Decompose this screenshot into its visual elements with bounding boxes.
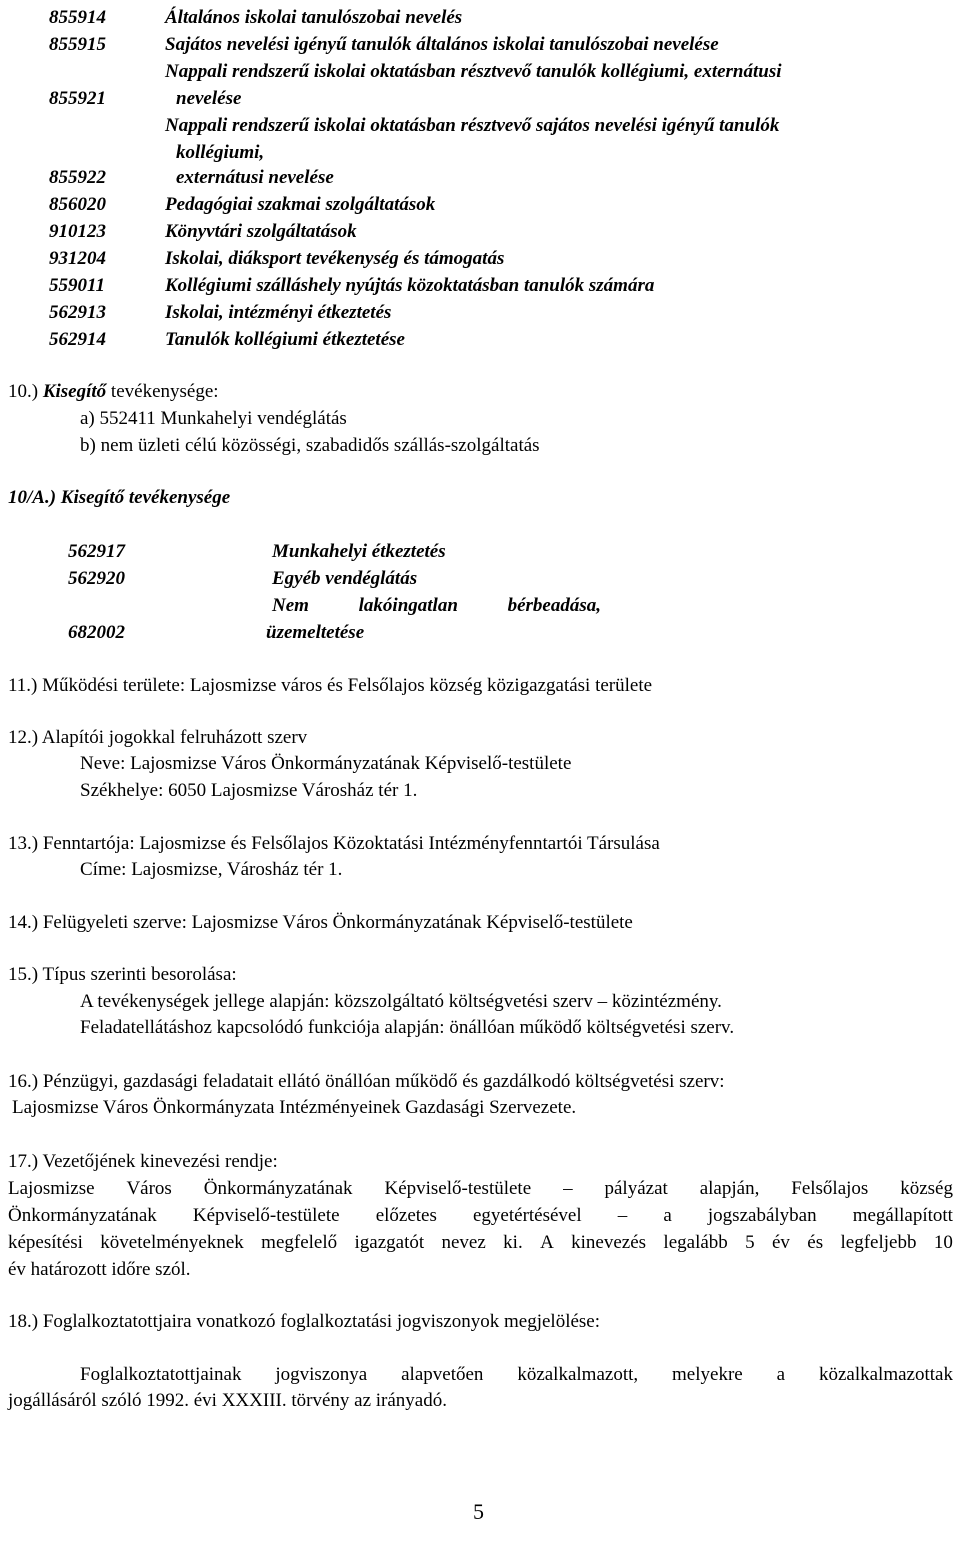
activity-code: 855921 — [49, 88, 106, 109]
section-17-line-2: Önkormányzatának Képviselő-testülete előzetes egyetértésével – a jogszabályban megállapított — [8, 1205, 953, 1226]
section-10a-text: Munkahelyi étkeztetés — [272, 541, 446, 562]
activity-text: Pedagógiai szakmai szolgáltatások — [165, 194, 436, 215]
section-14: 14.) Felügyeleti szerve: Lajosmizse Város Önkormányzatának Képviselő-testülete — [8, 912, 633, 933]
section-10-item-b: b) nem üzleti célú közösségi, szabadidős szállás-szolgáltatás — [80, 435, 540, 456]
activity-code: 856020 — [49, 194, 106, 215]
activity-text: Iskolai, intézményi étkeztetés — [165, 302, 392, 323]
activity-code: 559011 — [49, 275, 105, 296]
activity-text: Nappali rendszerű iskolai oktatásban résztvevő sajátos nevelési igényű tanulók — [165, 115, 780, 136]
section-13-address: Címe: Lajosmizse, Városház tér 1. — [80, 859, 343, 880]
section-17-line-1: Lajosmizse Város Önkormányzatának Képviselő-testülete – pályázat alapján, Felsőlajos község — [8, 1178, 953, 1199]
activity-text: Iskolai, diáksport tevékenység és támogatás — [165, 248, 505, 269]
section-18-line-2: jogállásáról szóló 1992. évi XXXIII. törvény az irányadó. — [8, 1390, 447, 1411]
section-15-line-2: Feladatellátáshoz kapcsolódó funkciója alapján: önállóan működő költségvetési szerv. — [80, 1017, 735, 1038]
section-18-line-1: Foglalkoztatottjainak jogviszonya alapvetően közalkalmazott, melyekre a közalkalmazottak — [80, 1364, 953, 1385]
activity-code: 855914 — [49, 7, 106, 28]
section-17-line-3: képesítési követelményeknek megfelelő igazgatót nevez ki. A kinevezés legalább 5 év és legfeljebb 10 — [8, 1232, 953, 1253]
activity-code: 910123 — [49, 221, 106, 242]
activity-code: 562913 — [49, 302, 106, 323]
section-10a-code: 562917 — [68, 541, 125, 562]
activity-code: 855915 — [49, 34, 106, 55]
activity-text: Nappali rendszerű iskolai oktatásban résztvevő tanulók kollégiumi, externátusi — [165, 61, 782, 82]
section-10a-text: üzemeltetése — [266, 622, 365, 643]
activity-text: kollégiumi, — [176, 142, 265, 163]
activity-code: 562914 — [49, 329, 106, 350]
section-13-heading: 13.) Fenntartója: Lajosmizse és Felsőlajos Közoktatási Intézményfenntartói Társulása — [8, 833, 660, 854]
activity-text: Könyvtári szolgáltatások — [165, 221, 357, 242]
section-10-heading: 10.) Kisegítő tevékenysége: — [8, 381, 219, 402]
activity-text: nevelése — [176, 88, 242, 109]
activity-text: Tanulók kollégiumi étkeztetése — [165, 329, 405, 350]
section-16-body: Lajosmizse Város Önkormányzata Intézményeinek Gazdasági Szervezete. — [12, 1097, 577, 1118]
section-12-name: Neve: Lajosmizse Város Önkormányzatának Képviselő-testülete — [80, 753, 572, 774]
activity-text: Kollégiumi szálláshely nyújtás közoktatásban tanulók számára — [165, 275, 655, 296]
section-16-heading: 16.) Pénzügyi, gazdasági feladatait ellátó önállóan működő és gazdálkodó költségvetési szerv: — [8, 1071, 725, 1092]
page-number: 5 — [473, 1499, 484, 1524]
section-12-seat: Székhelye: 6050 Lajosmizse Városház tér 1. — [80, 780, 418, 801]
section-17-heading: 17.) Vezetőjének kinevezési rendje: — [8, 1151, 278, 1172]
activity-text: Sajátos nevelési igényű tanulók általános iskolai tanulószobai nevelése — [165, 34, 719, 55]
activity-text: externátusi nevelése — [176, 167, 334, 188]
section-10-item-a: a) 552411 Munkahelyi vendéglátás — [80, 408, 347, 429]
section-10a-heading: 10/A.) Kisegítő tevékenysége — [8, 487, 231, 508]
section-10a-text: Egyéb vendéglátás — [272, 568, 418, 589]
activity-code: 855922 — [49, 167, 106, 188]
section-17-line-4: év határozott időre szól. — [8, 1259, 191, 1280]
activity-text: Általános iskolai tanulószobai nevelés — [165, 7, 463, 28]
section-10a-text-justified: Nem lakóingatlan bérbeadása, — [272, 595, 601, 616]
section-10a-code: 562920 — [68, 568, 125, 589]
section-18-heading: 18.) Foglalkoztatottjaira vonatkozó foglalkoztatási jogviszonyok megjelölése: — [8, 1311, 601, 1332]
section-11: 11.) Működési területe: Lajosmizse város és Felsőlajos község közigazgatási területe — [8, 675, 653, 696]
section-15-heading: 15.) Típus szerinti besorolása: — [8, 964, 237, 985]
section-12-heading: 12.) Alapítói jogokkal felruházott szerv — [8, 727, 308, 748]
section-15-line-1: A tevékenységek jellege alapján: közszolgáltató költségvetési szerv – közintézmény. — [80, 991, 722, 1012]
section-10a-code: 682002 — [68, 622, 125, 643]
activity-code: 931204 — [49, 248, 106, 269]
